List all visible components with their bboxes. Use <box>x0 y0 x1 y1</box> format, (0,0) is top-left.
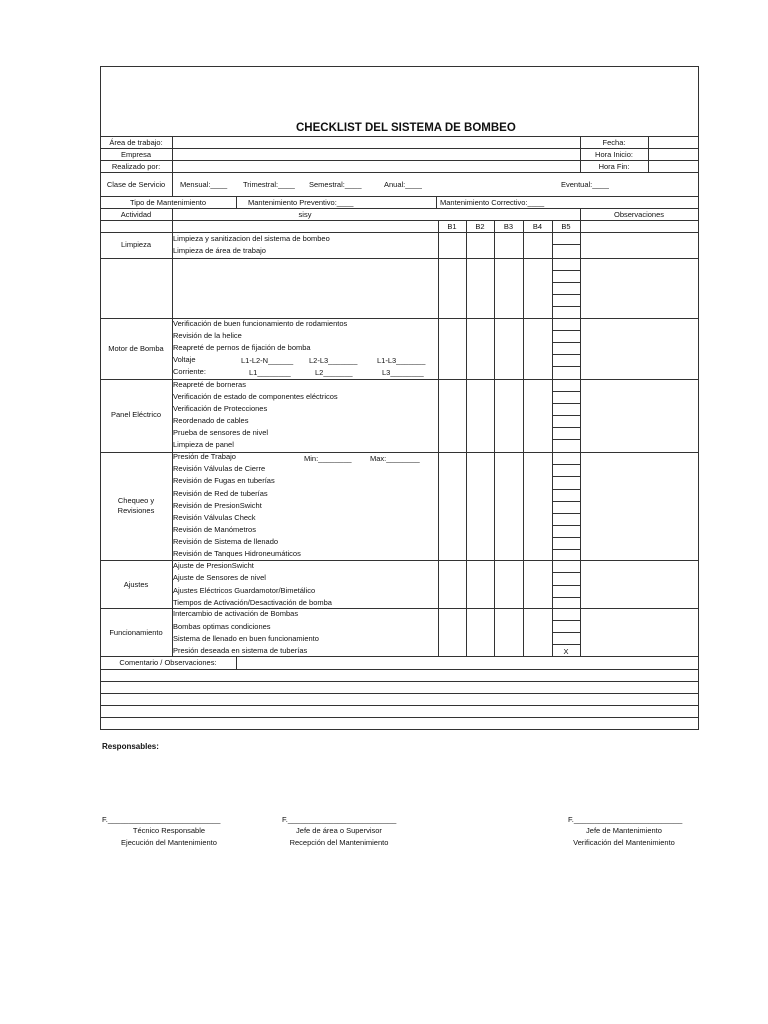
hora-inicio-field[interactable] <box>649 149 697 160</box>
anual-option[interactable]: Anual:____ <box>384 180 422 189</box>
actividad-header: Actividad <box>120 210 152 219</box>
mensual-option[interactable]: Mensual:____ <box>180 180 228 189</box>
b3-header: B3 <box>503 222 514 231</box>
checklist-item: Revisión Válvulas de Cierre <box>173 464 266 473</box>
checklist-item: Presión de Trabajo <box>173 452 236 461</box>
signature-role-2: Jefe de área o Supervisor <box>296 826 382 835</box>
signature-line-1[interactable]: F.___________________________ <box>102 815 221 824</box>
checklist-item: Bombas optimas condiciones <box>173 622 271 631</box>
clase-label: Clase de Servicio <box>106 180 166 189</box>
empresa-label: Empresa <box>120 150 151 159</box>
checklist-item: Prueba de sensores de nivel <box>173 428 269 437</box>
hora-fin-field[interactable] <box>649 161 697 172</box>
preventivo-option[interactable]: Mantenimiento Preventivo:____ <box>248 198 354 207</box>
checklist-item: Corriente: <box>173 367 206 376</box>
checklist-item: Revisión Válvulas Check <box>173 513 256 522</box>
fecha-label: Fecha: <box>602 138 626 147</box>
signature-task-1: Ejecución del Mantenimiento <box>121 838 217 847</box>
b5-header: B5 <box>561 222 571 231</box>
checklist-item: Sistema de llenado en buen funcionamiento <box>173 634 319 643</box>
checklist-item: Intercambio de activación de Bombas <box>173 609 299 618</box>
signature-task-2: Recepción del Mantenimiento <box>289 838 389 847</box>
observaciones-header: Observaciones <box>613 210 665 219</box>
checklist-item: Limpieza de panel <box>173 440 234 449</box>
checklist-item: Limpieza de área de trabajo <box>173 246 266 255</box>
corriente-l1[interactable]: L1________ <box>249 368 291 377</box>
b5-mark[interactable]: X <box>563 647 569 656</box>
voltaje-l1l2n[interactable]: L1-L2-N______ <box>241 356 294 365</box>
checklist-item: Ajuste de Sensores de nivel <box>173 573 266 582</box>
checklist-item: Ajuste de PresionSwicht <box>173 561 254 570</box>
corriente-l2[interactable]: L2_______ <box>315 368 353 377</box>
checklist-item: Revisión de Fugas en tuberías <box>173 476 275 485</box>
checklist-item: Tiempos de Activación/Desactivación de bomba <box>173 598 332 607</box>
b1-header: B1 <box>447 222 457 231</box>
comentario-field[interactable] <box>237 657 697 729</box>
signature-line-2[interactable]: F.__________________________ <box>282 815 397 824</box>
checklist-item: Ajustes Eléctricos Guardamotor/Bimetálico <box>173 586 316 595</box>
checklist-item: Revisión de Sistema de llenado <box>173 537 279 546</box>
checklist-item: Revisión de Manómetros <box>173 525 256 534</box>
section-limpieza: Limpieza <box>120 240 151 249</box>
section-funcionamiento: Funcionamiento <box>109 628 163 637</box>
section-motor: Motor de Bomba <box>108 344 164 353</box>
presion-min[interactable]: Min:________ <box>304 454 352 463</box>
checklist-item: Revisión de Tanques Hidroneumáticos <box>173 549 301 558</box>
checklist-item: Limpieza y sanitizacion del sistema de bombeo <box>173 234 330 243</box>
presion-max[interactable]: Max:________ <box>370 454 420 463</box>
correctivo-option[interactable]: Mantenimiento Correctivo:____ <box>440 198 545 207</box>
checklist-item: Voltaje <box>173 355 196 364</box>
realizado-label: Realizado por: <box>111 162 161 171</box>
checklist-item: Verificación de buen funcionamiento de rodamientos <box>173 319 348 328</box>
empresa-field[interactable] <box>173 149 579 160</box>
signature-line-3[interactable]: F.__________________________ <box>568 815 683 824</box>
checklist-item: Revisión de PresionSwicht <box>173 501 262 510</box>
semestral-option[interactable]: Semestral:____ <box>309 180 362 189</box>
checklist-item: Reordenado de cables <box>173 416 249 425</box>
fecha-field[interactable] <box>649 137 697 148</box>
b4-header: B4 <box>532 222 543 231</box>
responsables-label: Responsables: <box>102 742 159 751</box>
section-ajustes: Ajustes <box>123 580 149 589</box>
tipo-label: Tipo de Mantenimiento <box>129 198 206 207</box>
signature-task-3: Verificación del Mantenimiento <box>573 838 675 847</box>
eventual-option[interactable]: Eventual:____ <box>561 180 609 189</box>
checklist-item: Reapreté de borneras <box>173 380 246 389</box>
signature-role-3: Jefe de Mantenimiento <box>586 826 662 835</box>
b2-header: B2 <box>475 222 485 231</box>
comentario-label: Comentario / Observaciones: <box>119 658 217 667</box>
checklist-item: Revisión de la helice <box>173 331 242 340</box>
hora-fin-label: Hora Fin: <box>598 162 630 171</box>
section-chequeo-1: Chequeo y <box>117 496 155 505</box>
sisy-header: sisy <box>298 210 312 219</box>
area-label: Área de trabajo: <box>109 138 163 147</box>
checklist-item: Verificación de estado de componentes eléctricos <box>173 392 338 401</box>
checklist-item: Verificación de Protecciones <box>173 404 268 413</box>
voltaje-l2l3[interactable]: L2-L3_______ <box>309 356 358 365</box>
voltaje-l1l3[interactable]: L1-L3_______ <box>377 356 426 365</box>
trimestral-option[interactable]: Trimestral:____ <box>243 180 295 189</box>
hora-inicio-label: Hora Inicio: <box>595 150 633 159</box>
realizado-field[interactable] <box>173 161 579 172</box>
corriente-l3[interactable]: L3________ <box>382 368 424 377</box>
checklist-item: Revisión de Red de tuberías <box>173 489 268 498</box>
signature-role-1: Técnico Responsable <box>132 826 206 835</box>
section-chequeo-2: Revisiones <box>117 506 155 515</box>
checklist-item: Reapreté de pernos de fijación de bomba <box>173 343 311 352</box>
area-field[interactable] <box>173 137 579 148</box>
section-panel: Panel Eléctrico <box>110 410 162 419</box>
page-title: CHECKLIST DEL SISTEMA DE BOMBEO <box>296 122 516 134</box>
checklist-item: Presión deseada en sistema de tuberías <box>173 646 308 655</box>
